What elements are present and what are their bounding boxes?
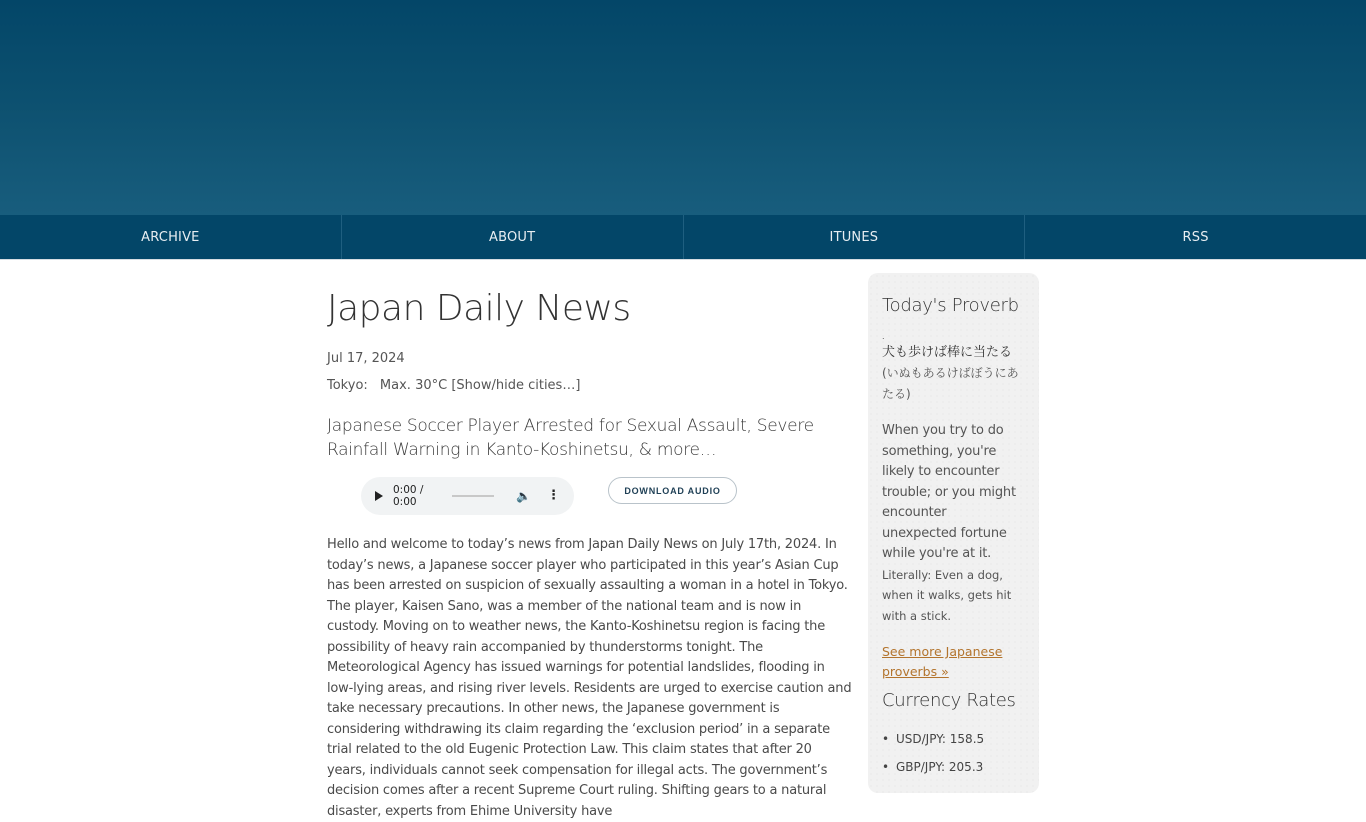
page-title: Japan Daily News	[327, 288, 631, 329]
currency-item: • GBP/JPY: 205.3	[882, 753, 1025, 781]
volume-icon[interactable]: 🔈	[516, 489, 531, 503]
nav-archive[interactable]: ARCHIVE	[0, 215, 342, 259]
more-proverbs-link[interactable]: See more Japanese proverbs »	[882, 644, 1003, 679]
media-row	[327, 477, 854, 515]
article-body: Hello and welcome to today’s news from Japan Daily News on July 17th, 2024. In today’s news, a Japanese soccer player who participated in this year’s Asian Cup has been arrested on suspicion of sexually assaulting a woman in a hotel in Tokyo. The player, Kaisen Sano, was a member of the national team and is now in custody. Moving on to weather news, the Kanto-Koshinetsu region is facing the possibility of heavy rain accompanied by thunderstorms tonight. The Meteorological Agency has issued warnings for potential landslides, flooding in low-lying areas, and rising river levels. Residents are urged to exercise caution and take necessary precautions. In other news, the Japanese government is considering withdrawing its claim regarding the ‘exclusion period’ in a separate trial related to the old Eugenic Protection Law. This claim states that after 20 years, individuals cannot seek compensation for illegal acts. The government’s decision comes after a recent Supreme Court ruling. Shifting gears to a natural disaster, experts from Ehime University have	[327, 537, 852, 819]
proverb-dot: .	[882, 332, 885, 341]
currency-title: Currency Rates	[882, 690, 1016, 711]
proverb-literal: Literally: Even a dog, when it walks, gets hit with a stick.	[882, 567, 1012, 623]
audio-progress-slider[interactable]	[452, 495, 494, 497]
toggle-cities-link[interactable]: [Show/hide cities…]	[451, 378, 581, 393]
currency-item: • USD/JPY: 158.5	[882, 725, 1025, 753]
audio-time: 0:00 / 0:00	[393, 484, 424, 508]
audio-player[interactable]	[361, 477, 574, 515]
play-icon[interactable]	[375, 491, 383, 501]
proverb-reading: (いぬもあるけばぼうにあたる)	[882, 366, 1019, 401]
weather-forecast: Max. 30°C	[379, 378, 448, 393]
more-vertical-icon[interactable]: ⋮	[547, 488, 560, 503]
sidebar	[868, 273, 1039, 793]
proverb-meaning: When you try to do something, you're likely to encounter trouble; or you might encounter unexpected fortune while you're at it.	[882, 423, 1016, 561]
currency-list	[882, 725, 1025, 781]
header-banner	[0, 0, 1366, 215]
nav-about[interactable]: ABOUT	[342, 215, 684, 259]
main-nav	[0, 215, 1366, 260]
weather-city: Tokyo:	[327, 378, 368, 393]
article	[327, 260, 854, 822]
article-headline: Japanese Soccer Player Arrested for Sexual Assault, Severe Rainfall Warning in Kanto-Koshinetsu, & more…	[327, 416, 814, 460]
nav-itunes[interactable]: ITUNES	[684, 215, 1026, 259]
article-date: Jul 17, 2024	[327, 351, 405, 366]
proverb-title: Today's Proverb	[882, 295, 1019, 316]
proverb-japanese: 犬も歩けば棒に当たる	[882, 345, 1013, 360]
nav-rss[interactable]: RSS	[1182, 229, 1209, 245]
weather-line	[327, 378, 854, 393]
download-audio-button[interactable]: DOWNLOAD AUDIO	[608, 477, 737, 504]
